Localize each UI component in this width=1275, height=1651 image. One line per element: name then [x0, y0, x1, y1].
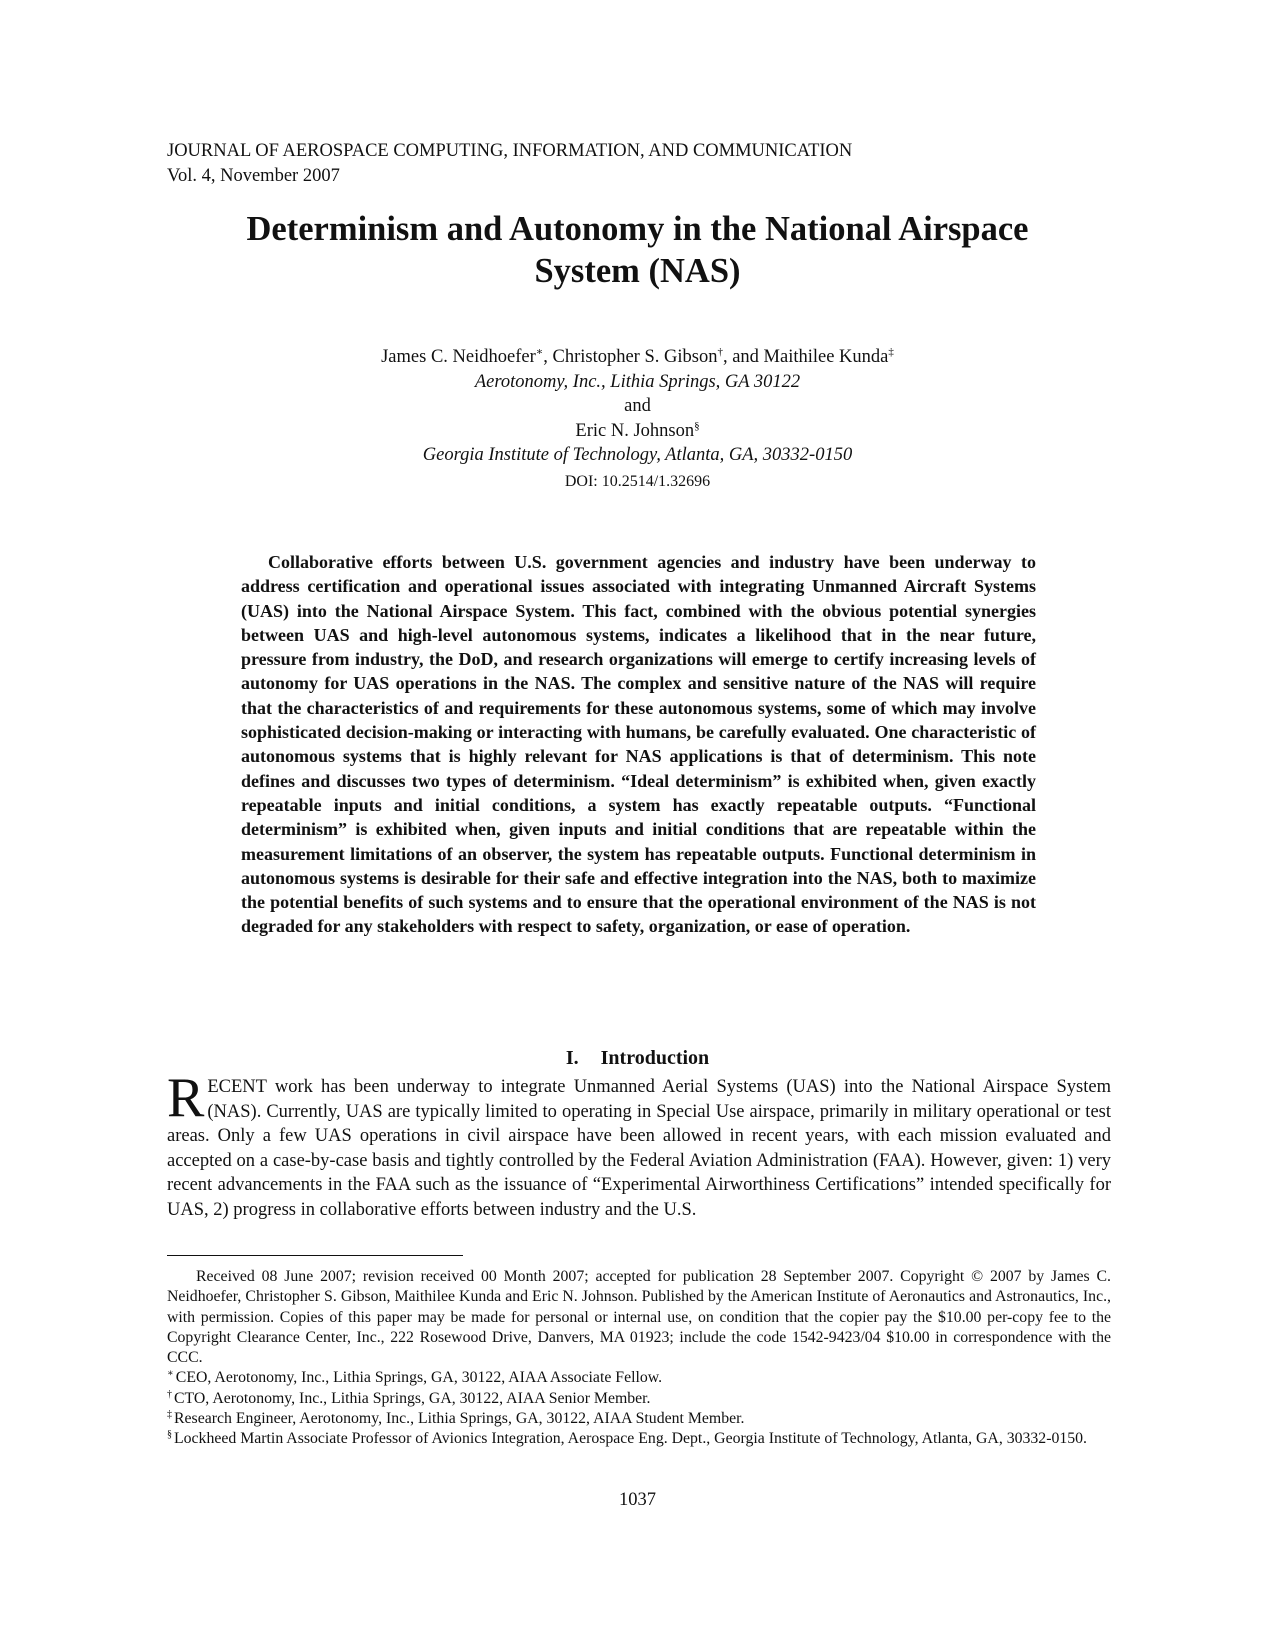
- author-line: [240, 345, 1035, 370]
- author-line: [240, 419, 1035, 444]
- footnote-mark: ∗: [167, 1368, 174, 1380]
- author-neidhoefer: James C. Neidhoefer: [381, 347, 536, 367]
- footnote-item: [167, 1429, 1111, 1449]
- abstract: Collaborative efforts between U.S. government agencies and industry have been underway to address certification and operational issues associated with integrating Unmanned Aircraft Systems (UAS) into the National Airspace System. This fact, combined with the obvious potential synergies between UAS and high-level autonomous systems, indicates a likelihood that in the near future, pressure from industry, the DoD, and research organizations will emerge to certify increasing levels of autonomy for UAS operations in the NAS. The complex and sensitive nature of the NAS will require that the characteristics of and requirements for these autonomous systems, some of which may involve sophisticated decision-making or interacting with humans, be carefully evaluated. One characteristic of autonomous systems that is highly relevant for NAS applications is that of determinism. This note defines and discusses two types of determinism. “Ideal determinism” is exhibited when, given exactly repeatable inputs and initial conditions, a system has exactly repeatable outputs. “Functional determinism” is exhibited when, given inputs and initial conditions that are repeatable within the measurement limitations of an observer, the system has repeatable outputs. Functional determinism in autonomous systems is desirable for their safe and effective integration into the NAS, both to maximize the potential benefits of such systems and to ensure that the operational environment of the NAS is not degraded for any stakeholders with respect to safety, organization, or ease of operation.: [241, 552, 1036, 937]
- author-block: [240, 345, 1035, 494]
- doi: DOI: 10.2514/1.32696: [564, 472, 711, 490]
- paper-title: [140, 208, 1135, 292]
- footnote-item: [167, 1389, 1111, 1409]
- footnote-item: [167, 1409, 1111, 1429]
- page-number: 1037: [619, 1490, 656, 1510]
- footnote-mark: †: [167, 1388, 172, 1400]
- footnote-text: CEO, Aerotonomy, Inc., Lithia Springs, GA, 30122, AIAA Associate Fellow.: [175, 1369, 663, 1387]
- intro-text: ECENT work has been underway to integrate Unmanned Aerial Systems (UAS) into the National Airspace System (NAS). Currently, UAS are typically limited to operating in Special Use airspace, primarily in military operational or test areas. Only a few UAS operations in civil airspace have been allowed in recent years, with each mission evaluated and accepted on a case-by-case basis and tightly controlled by the Federal Aviation Administration (FAA). However, given: 1) very recent advancements in the FAA such as the issuance of “Experimental Airworthiness Certifications” intended specifically for UAS, 2) progress in collaborative efforts between industry and the U.S.: [167, 1077, 1111, 1220]
- author-kunda: , and Maithilee Kunda: [722, 347, 889, 367]
- section-number: I.: [565, 1047, 579, 1069]
- section-heading: [140, 1045, 1135, 1071]
- affiliation-georgia-tech: Georgia Institute of Technology, Atlanta, GA, 30332-0150: [422, 445, 853, 465]
- footnote-rule: [167, 1255, 463, 1256]
- footnote-text: Research Engineer, Aerotonomy, Inc., Lithia Springs, GA, 30122, AIAA Student Member.: [174, 1410, 745, 1428]
- footnote-mark: §: [167, 1429, 172, 1441]
- footnote-item: [167, 1368, 1111, 1388]
- journal-header: [167, 139, 852, 189]
- journal-name: JOURNAL OF AEROSPACE COMPUTING, INFORMATION, AND COMMUNICATION: [167, 141, 853, 161]
- footnote-mark: §: [694, 419, 700, 432]
- footnote-mark: ∗: [535, 346, 544, 358]
- received-note: Received 08 June 2007; revision received 00 Month 2007; accepted for publication 28 September 2007. Copyright © 2007 by James C. Neidhoefer, Christopher S. Gibson, Maithilee Kunda and Eric N. Johnson. Published by the American Institute of Aeronautics and Astronautics, Inc., with permission. Copies of this paper may be made for personal or internal use, on condition that the copier pay the $10.00 per-copy fee to the Copyright Clearance Center, Inc., 222 Rosewood Drive, Danvers, MA 01923; include the code 1542-9423/04 $10.00 in correspondence with the CCC.: [167, 1268, 1111, 1367]
- drop-cap: R: [167, 1067, 205, 1129]
- journal-volume: Vol. 4, November 2007: [167, 166, 340, 186]
- author-johnson: Eric N. Johnson: [575, 420, 695, 441]
- footnote-mark: †: [717, 346, 723, 358]
- affiliation-aerotonomy: Aerotonomy, Inc., Lithia Springs, GA 30122: [474, 371, 801, 392]
- footnote-text: CTO, Aerotonomy, Inc., Lithia Springs, GA, 30122, AIAA Senior Member.: [174, 1389, 651, 1407]
- footnote-mark: ‡: [167, 1409, 172, 1421]
- footnote-text: Lockheed Martin Associate Professor of Avionics Integration, Aerospace Eng. Dept., Georgia Institute of Technology, Atlanta, GA, 30332-0150.: [174, 1430, 1088, 1448]
- author-gibson: , Christopher S. Gibson: [543, 347, 718, 367]
- footnote-mark: ‡: [888, 346, 894, 358]
- intro-paragraph: [167, 1067, 1111, 1222]
- section-title: Introduction: [600, 1047, 710, 1069]
- title-line-1: Determinism and Autonomy in the National Airspace: [246, 210, 1029, 248]
- footnotes: [167, 1267, 1111, 1450]
- title-line-2: System (NAS): [534, 252, 741, 290]
- author-and: and: [624, 396, 651, 416]
